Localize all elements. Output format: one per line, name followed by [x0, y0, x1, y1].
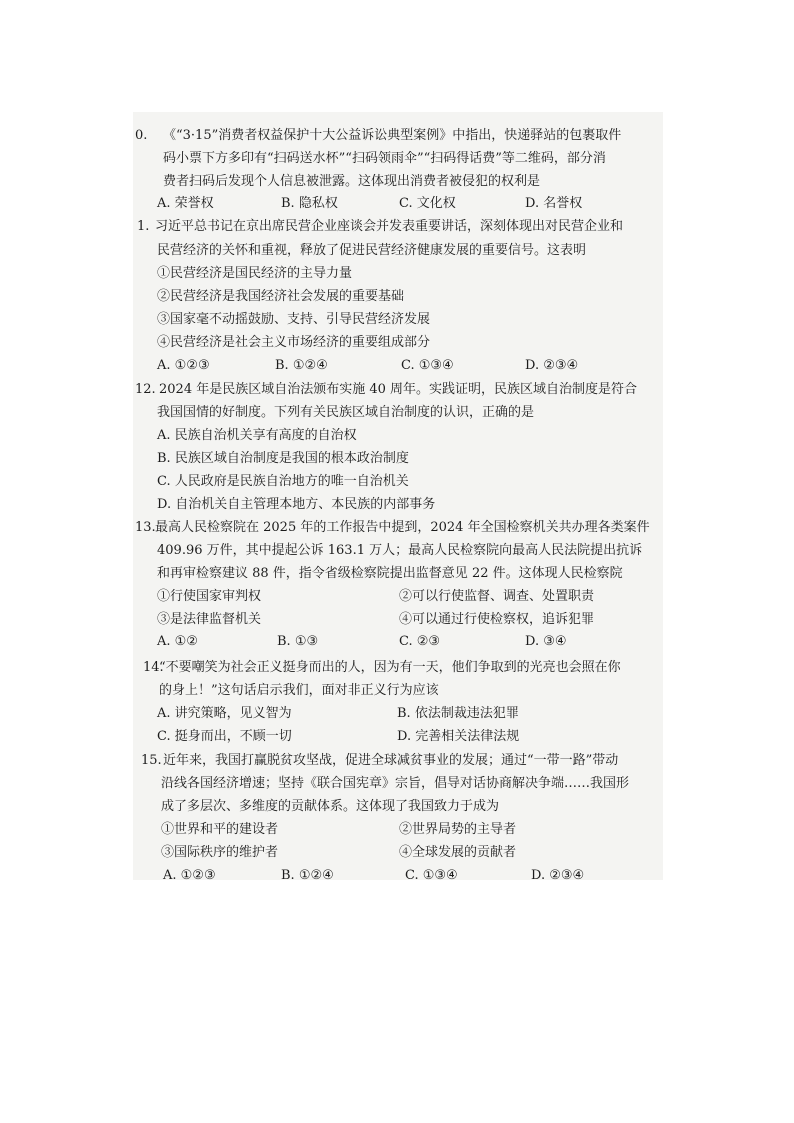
- stem-line: 和再审检察建议 88 件，指令省级检察院提出监督意见 22 件。这体现人民检察院: [157, 566, 623, 581]
- stem-line: 费者扫码后发现个人信息被泄露。这体现出消费者被侵犯的权利是: [163, 174, 541, 189]
- option-b: B. ①②④: [281, 868, 334, 883]
- option-a: A. ①②: [157, 634, 198, 649]
- option-a: A. 荣誉权: [157, 196, 214, 211]
- statement-item: ③是法律监督机关: [157, 612, 262, 627]
- option-d: D. ②③④: [525, 358, 579, 373]
- statement-item: ①世界和平的建设者: [161, 822, 279, 837]
- option-c: C. 挺身而出，不顾一切: [157, 729, 292, 744]
- statement-item: ③国际秩序的维护者: [161, 845, 279, 860]
- option-b: B. ①②④: [275, 358, 328, 373]
- stem-line: 民营经济的关怀和重视，释放了促进民营经济健康发展的重要信号。这表明: [157, 243, 587, 258]
- option-d: D. ②③④: [531, 868, 585, 883]
- scanned-exam-page: [133, 112, 663, 883]
- stem-line: 的身上！”这句话启示我们，面对非正义行为应该: [159, 683, 439, 698]
- option-b: B. 民族区域自治制度是我国的根本政治制度: [157, 451, 409, 466]
- statement-item: ①民营经济是国民经济的主导力量: [157, 266, 353, 281]
- option-a: A. 民族自治机关享有高度的自治权: [157, 428, 357, 443]
- stem-line: 最高人民检察院在 2025 年的工作报告中提到，2024 年全国检察机关共办理各类案件: [155, 520, 650, 535]
- option-c: C. 人民政府是民族自治地方的唯一自治机关: [157, 474, 409, 489]
- stem-line: 成了多层次、多维度的贡献体系。这体现了我国致力于成为: [161, 799, 500, 814]
- question-number: 12.: [135, 382, 156, 397]
- stem-line: 2024 年是民族区域自治法颁布实施 40 周年。实践证明，民族区域自治制度是符合: [159, 382, 638, 397]
- stem-line: 我国国情的好制度。下列有关民族区域自治制度的认识，正确的是: [157, 405, 535, 420]
- stem-line: 沿线各国经济增速；坚持《联合国宪章》宗旨，倡导对话协商解决争端……我国形: [161, 776, 630, 791]
- statement-item: ④可以通过行使检察权，追诉犯罪: [399, 612, 595, 627]
- option-d: D. ③④: [525, 634, 567, 649]
- option-b: B. 依法制裁违法犯罪: [397, 706, 519, 721]
- statement-item: ②可以行使监督、调查、处置职责: [399, 589, 595, 604]
- question-number: 15.: [141, 753, 162, 768]
- question-number: 0.: [135, 128, 148, 143]
- question-number: 1.: [137, 219, 150, 234]
- option-d: D. 自治机关自主管理本地方、本民族的内部事务: [157, 497, 436, 512]
- question-number: 14.: [143, 660, 164, 675]
- option-a: A. ①②③: [163, 868, 216, 883]
- option-a: A. 讲究策略，见义智为: [157, 706, 292, 721]
- statement-item: ②民营经济是我国经济社会发展的重要基础: [157, 289, 405, 304]
- option-d: D. 完善相关法律法规: [397, 729, 520, 744]
- stem-line: 习近平总书记在京出席民营企业座谈会并发表重要讲话，深刻体现出对民营企业和: [155, 219, 624, 234]
- stem-line: 码小票下方多印有“扫码送水杯”“扫码领雨伞”“扫码得话费”等二维码，部分消: [163, 151, 606, 166]
- option-c: C. 文化权: [399, 196, 456, 211]
- option-c: C. ①③④: [405, 868, 458, 883]
- stem-line: 409.96 万件，其中提起公诉 163.1 万人；最高人民检察院向最高人民法院提出抗诉: [157, 543, 643, 558]
- statement-item: ③国家毫不动摇鼓励、支持、引导民营经济发展: [157, 312, 431, 327]
- option-b: B. ①③: [277, 634, 319, 649]
- statement-item: ④民营经济是社会主义市场经济的重要组成部分: [157, 335, 431, 350]
- option-a: A. ①②③: [157, 358, 210, 373]
- option-d: D. 名誉权: [525, 196, 583, 211]
- stem-line: 近年来，我国打赢脱贫攻坚战，促进全球减贫事业的发展；通过“一带一路”带动: [163, 753, 619, 768]
- statement-item: ①行使国家审判权: [157, 589, 262, 604]
- statement-item: ②世界局势的主导者: [399, 822, 517, 837]
- statement-item: ④全球发展的贡献者: [399, 845, 517, 860]
- option-c: C. ①③④: [401, 358, 454, 373]
- option-c: C. ②③: [399, 634, 441, 649]
- stem-line: “不要嘲笑为社会正义挺身而出的人，因为有一天，他们争取到的光亮也会照在你: [159, 660, 621, 675]
- stem-line: 《“3·15”消费者权益保护十大公益诉讼典型案例》中指出，快递驿站的包裹取件: [163, 128, 622, 143]
- question-number: 13.: [135, 520, 156, 535]
- option-b: B. 隐私权: [281, 196, 338, 211]
